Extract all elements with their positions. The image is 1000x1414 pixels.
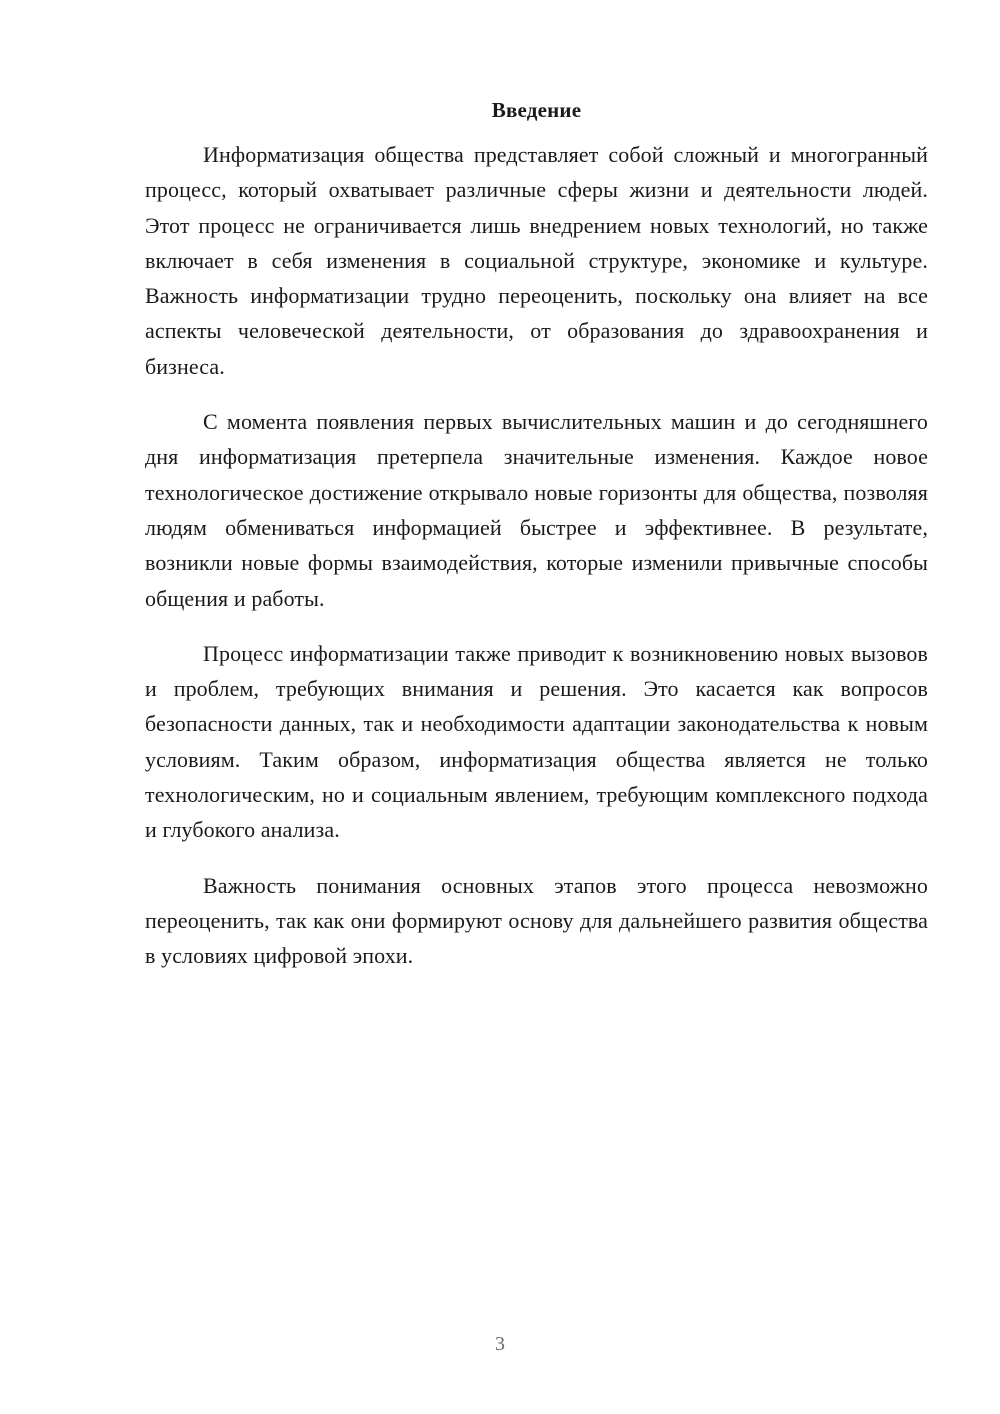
section-title: Введение [491,98,582,122]
document-page [145,95,928,994]
paragraph: Информатизация общества представляет собой сложный и многогранный процесс, который охватывает различные сферы жизни и деятельности людей. Этот процесс не ограничивается лишь внедрением новых технологий, но также включает в себя изменения в социальной структуре, экономике и культуре. Важность информатизации трудно переоценить, поскольку она влияет на все аспекты человеческой деятельности, от образования до здравоохранения и бизнеса. [145,142,928,379]
paragraph: Процесс информатизации также приводит к возникновению новых вызовов и проблем, требующих внимания и решения. Это касается как вопросов безопасности данных, так и необходимости адаптации законодательства к новым условиям. Таким образом, информатизация общества является не только технологическим, но и социальным явлением, требующим комплексного подхода и глубокого анализа. [145,640,928,843]
paragraph: Важность понимания основных этапов этого процесса невозможно переоценить, так как они формируют основу для дальнейшего развития общества в условиях цифровой эпохи. [145,872,928,969]
page-number: 3 [495,1333,505,1355]
paragraph: С момента появления первых вычислительных машин и до сегодняшнего дня информатизация претерпела значительные изменения. Каждое новое технологическое достижение открывало новые горизонты для общества, позволяя людям обмениваться информацией быстрее и эффективнее. В результате, возникли новые формы взаимодействия, которые изменили привычные способы общения и работы. [145,409,928,611]
